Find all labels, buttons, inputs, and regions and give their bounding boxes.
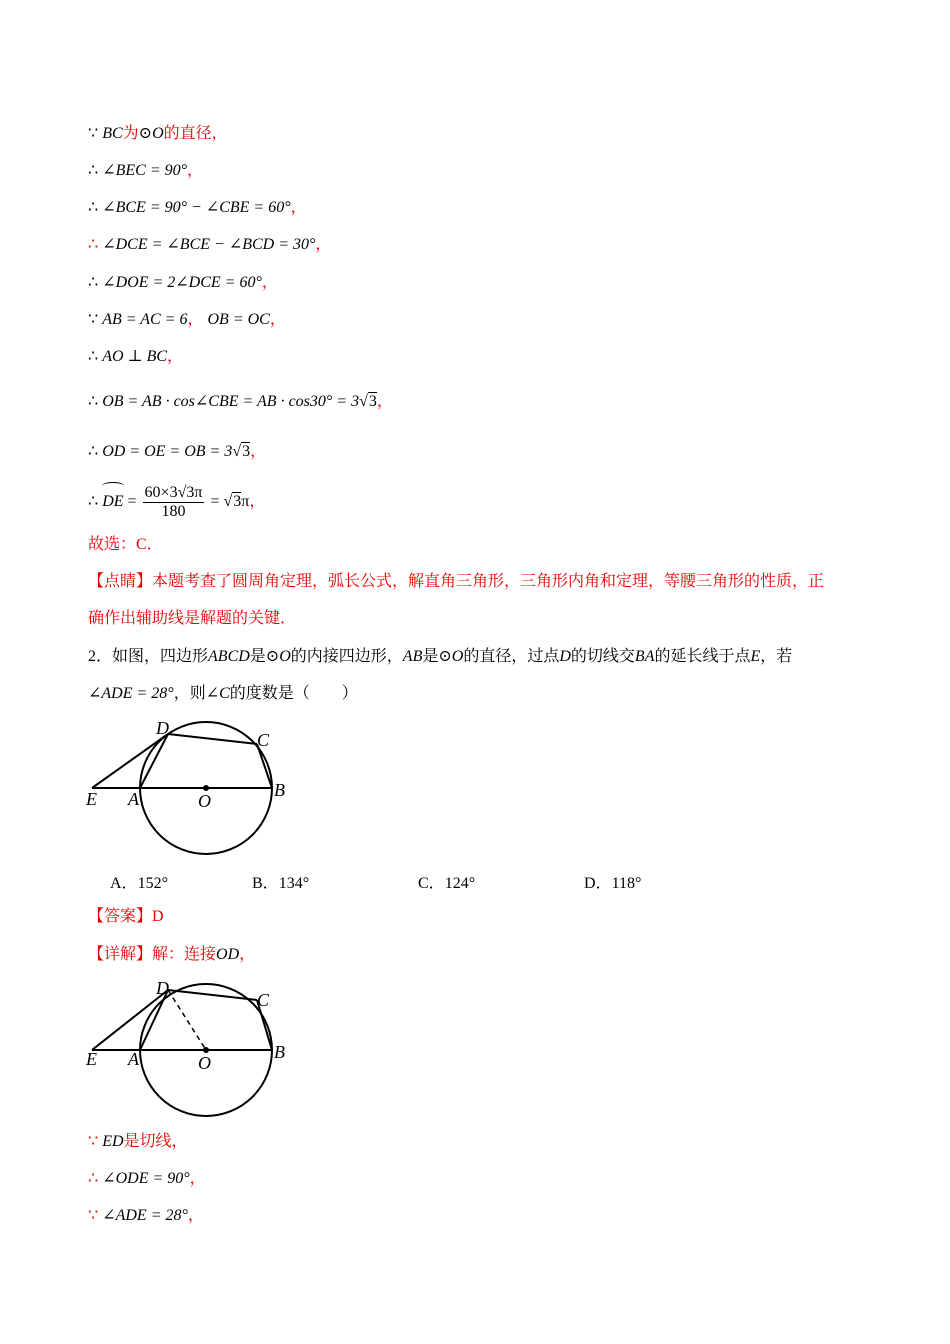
label-o: O	[198, 1053, 211, 1073]
math-abcd: ABCD	[208, 648, 250, 665]
math-expr: AO ⊥ BC	[102, 348, 168, 365]
option-b[interactable]	[252, 870, 309, 893]
solution-line-10: ∴ DE = $\frac{60\times 3√3\pi}{180}$ = √3π，	[88, 483, 266, 520]
radicand: 3	[233, 493, 242, 510]
arc-de: DE	[102, 482, 123, 520]
therefore-symbol: ∴	[88, 1170, 99, 1187]
comma: ，	[239, 946, 256, 963]
choice-line: 故选：C．	[88, 536, 163, 553]
detail-tag: 【详解】	[88, 946, 153, 963]
option-d[interactable]	[584, 870, 641, 893]
comma: ，	[376, 393, 393, 410]
math-expr-2: OB = OC	[207, 311, 270, 328]
because-symbol: ∵	[88, 1207, 99, 1224]
math-expr: ∠ADE = 28°	[88, 685, 174, 702]
option-label: D．	[584, 875, 612, 892]
detail-line	[88, 945, 255, 965]
side-ad	[140, 734, 168, 788]
q-text: 的延长线于点	[654, 648, 751, 665]
label-e: E	[86, 789, 97, 809]
side-ad	[140, 990, 168, 1050]
question2-line-1	[88, 647, 792, 667]
equals-2: =	[210, 493, 220, 510]
math-ab: AB	[402, 648, 423, 665]
label-a: A	[128, 1049, 139, 1069]
tangent-ed	[92, 734, 168, 788]
math-expr: ∠ODE = 90°	[102, 1170, 190, 1187]
solution-line-8: ∴ OB = AB · cos∠CBE = AB · cos30° = 3√3，	[88, 393, 393, 410]
label-b: B	[274, 1042, 285, 1062]
comma: ，	[269, 311, 286, 328]
math-od: OD	[216, 946, 240, 963]
circle-symbol: ⊙	[138, 125, 153, 142]
therefore-symbol: ∴	[88, 162, 99, 179]
math-o: O	[152, 125, 164, 142]
solution-line-1	[88, 124, 228, 144]
math-expr: ∠BCE = 90° − ∠CBE = 60°	[102, 199, 291, 216]
label-e: E	[86, 1049, 97, 1069]
segment-od-dashed	[168, 990, 206, 1050]
math-expr: ∠BEC = 90°	[102, 162, 188, 179]
q-text: 的内接四边形，	[290, 648, 403, 665]
math-expr: OB = AB · cos∠CBE = AB · cos30° = 3	[102, 393, 360, 410]
comma: ，	[315, 236, 332, 253]
radicand: 3	[242, 443, 251, 460]
fraction	[143, 484, 205, 521]
solution-line-2	[88, 161, 203, 181]
math-ed: ED	[102, 1133, 124, 1150]
label-b: B	[274, 780, 285, 800]
comma: ，	[187, 311, 204, 328]
option-value: 152°	[137, 875, 168, 892]
label-c: C	[257, 730, 270, 750]
q-text: 的度数是（ ）	[229, 685, 358, 702]
math-expr: OD = OE = OB = 3	[102, 443, 233, 460]
solution-line-9: ∴ OD = OE = OB = 3√3，	[88, 443, 267, 460]
comma: ，	[250, 443, 267, 460]
math-d: D	[559, 648, 571, 665]
step-line-1	[88, 1132, 188, 1152]
step-line-3	[88, 1206, 204, 1226]
comment-line-2: 确作出辅助线是解题的关键．	[88, 610, 297, 627]
pi: π	[241, 493, 250, 510]
solution-line-5	[88, 273, 278, 293]
solution-line-6	[88, 310, 286, 330]
math-ba: BA	[634, 648, 655, 665]
q-text: ，则∠	[173, 685, 220, 702]
geometry-figure-2	[80, 974, 320, 1124]
q-text: 2．如图，四边形	[88, 648, 209, 665]
detail-text: 解：连接	[152, 946, 217, 963]
because-symbol: ∵	[88, 1133, 99, 1150]
side-dc	[168, 734, 257, 744]
math-expr: ∠DOE = 2∠DCE = 60°	[102, 274, 262, 291]
label-o: O	[198, 791, 211, 811]
step-line-2	[88, 1169, 206, 1189]
comma: ，	[290, 199, 307, 216]
math-o: O	[279, 648, 291, 665]
denominator: 180	[161, 502, 186, 520]
comma: ，	[249, 493, 266, 510]
because-symbol: ∵	[88, 125, 99, 142]
math-bc: BC	[102, 125, 123, 142]
option-a[interactable]	[110, 870, 168, 893]
math-e: E	[750, 648, 761, 665]
option-label: B．	[252, 875, 279, 892]
math-expr: ∠DCE = ∠BCE − ∠BCD = 30°	[102, 236, 316, 253]
q-text: 是⊙	[249, 648, 280, 665]
q-text: 的直径，过点	[463, 648, 560, 665]
solution-line-7	[88, 347, 183, 367]
label-a: A	[128, 789, 139, 809]
math-o: O	[451, 648, 464, 665]
math-c: C	[219, 685, 230, 702]
answer-line: 【答案】D	[88, 908, 164, 925]
option-value: 118°	[611, 875, 642, 892]
solution-line-3	[88, 198, 307, 218]
option-value: 134°	[278, 875, 310, 892]
therefore-symbol: ∴	[88, 236, 99, 253]
geometry-figure-1	[80, 712, 320, 862]
step-text: 是切线，	[123, 1133, 188, 1150]
option-label: A．	[110, 875, 138, 892]
therefore-symbol: ∴	[88, 348, 99, 365]
comment-line-1: 【点睛】本题考查了圆周角定理，弧长公式，解直角三角形，三角形内角和定理，等腰三角形的性质，正	[88, 573, 825, 590]
math-expr: ∠ADE = 28°	[102, 1207, 188, 1224]
because-symbol: ∵	[88, 311, 99, 328]
equals: =	[127, 493, 137, 510]
comma: ，	[187, 162, 204, 179]
option-label: C．	[418, 875, 445, 892]
math-expr: AB = AC = 6	[102, 311, 188, 328]
q-text: 是⊙	[422, 648, 452, 665]
therefore-symbol: ∴	[88, 393, 99, 410]
option-value: 124°	[444, 875, 476, 892]
side-cb	[257, 744, 272, 788]
label-d: D	[156, 718, 169, 738]
therefore-symbol: ∴	[88, 493, 99, 510]
text-tail: 的直径，	[163, 125, 228, 142]
comma: ，	[189, 1170, 206, 1187]
comma: ，	[261, 274, 278, 291]
comma: ，	[187, 1207, 204, 1224]
therefore-symbol: ∴	[88, 443, 99, 460]
text-wei: 为	[122, 125, 139, 142]
label-c: C	[257, 990, 270, 1010]
q-text: ，若	[760, 648, 793, 665]
comma: ，	[167, 348, 184, 365]
tangent-ed	[92, 990, 168, 1050]
therefore-symbol: ∴	[88, 199, 99, 216]
label-d: D	[156, 978, 169, 998]
question2-line-2	[88, 684, 358, 704]
solution-line-4	[88, 235, 331, 255]
option-c[interactable]	[418, 870, 475, 893]
q-text: 的切线交	[570, 648, 635, 665]
therefore-symbol: ∴	[88, 274, 99, 291]
radicand: 3	[368, 393, 377, 410]
numerator: 60×3√3π	[144, 483, 203, 501]
